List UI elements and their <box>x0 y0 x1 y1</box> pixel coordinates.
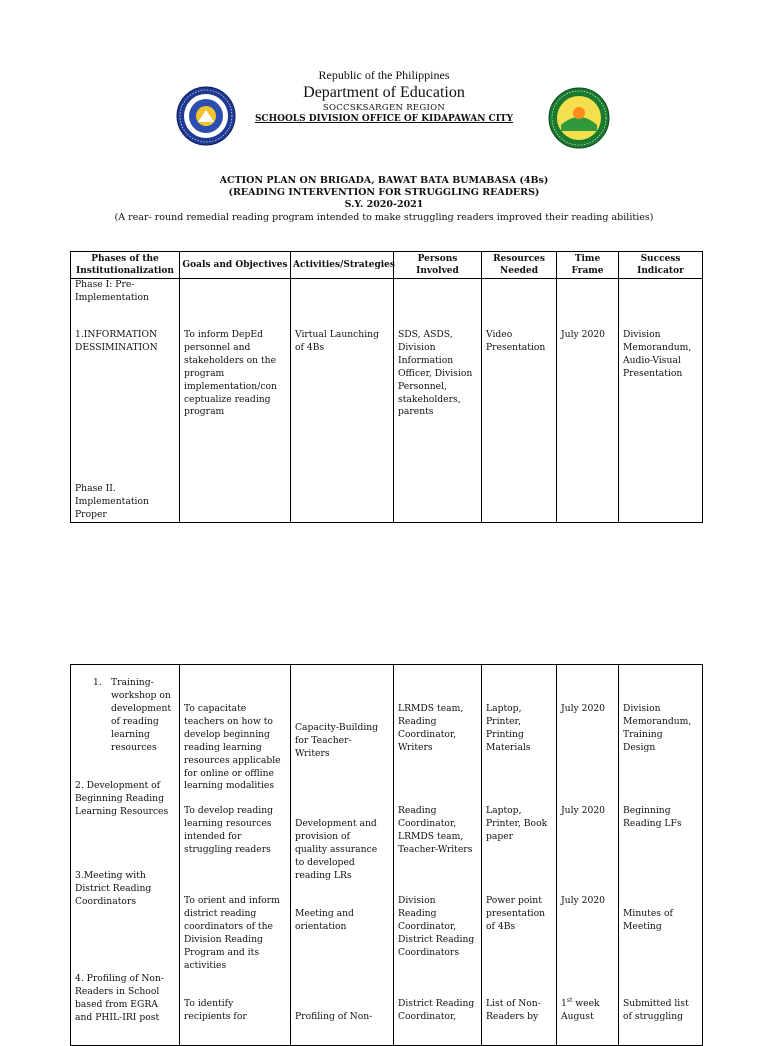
time-frame-text: July 2020 <box>561 329 606 340</box>
persons-text: Reading Coordinator, LRMDS team, Teacher-Writers <box>398 805 473 855</box>
document-subtitle: (READING INTERVENTION FOR STRUGGLING READERS) <box>228 187 540 198</box>
table-row <box>71 665 703 1046</box>
profiling-label: 4. Profiling of Non- Readers in School based from EGRA and PHIL-IRI post <box>75 973 164 1023</box>
training-workshop-label: Training- workshop on development of reading learning resources <box>111 677 172 753</box>
week-ordinal: st <box>566 996 573 1004</box>
header-resources: Resources Needed <box>482 252 557 279</box>
persons-text: Division Reading Coordinator, District Reading Coordinators <box>398 895 475 958</box>
header-goals: Goals and Objectives <box>180 252 291 279</box>
region-text: SOCCSKSARGEN REGION <box>322 103 446 113</box>
info-dissemination-label: 1.INFORMATION DESSIMINATION <box>75 329 158 353</box>
resources-text: Laptop, Printer, Book paper <box>486 805 548 842</box>
program-description: (A rear- round remedial reading program intended to make struggling readers improved their reading abilities) <box>114 212 654 223</box>
division-office-text: SCHOOLS DIVISION OFFICE OF KIDAPAWAN CITY <box>254 114 514 124</box>
phase-2-label: Phase II. Implementation Proper <box>75 483 149 520</box>
action-plan-table-1 <box>70 251 703 523</box>
header-activities: Activities/Strategies <box>291 252 394 279</box>
success-indicator-text: Minutes of Meeting <box>623 908 673 932</box>
action-plan-table-2 <box>70 664 703 1046</box>
goal-text: To develop reading learning resources intended for struggling readers <box>184 805 274 855</box>
header-persons: Persons Involved <box>394 252 482 279</box>
activity-text: Virtual Launching of 4Bs <box>295 329 379 353</box>
persons-text: SDS, ASDS, Division Information Officer, Division Personnel, stakeholders, parents <box>398 329 473 418</box>
goal-text: To orient and inform district reading coordinators of the Division Reading Program and its activities <box>184 895 280 971</box>
time-frame-text: July 2020 <box>561 703 606 714</box>
activity-text: Profiling of Non- <box>295 1011 373 1022</box>
school-year: S.Y. 2020-2021 <box>344 199 424 210</box>
development-lr-label: 2. Development of Beginning Reading Learning Resources <box>75 780 169 817</box>
time-frame-text: July 2020 <box>561 895 606 906</box>
success-indicator-text: Submitted list of struggling <box>623 998 689 1022</box>
table-header-row <box>71 252 703 279</box>
department-title: Department of Education <box>303 84 465 101</box>
persons-text: LRMDS team, Reading Coordinator, Writers <box>398 703 464 753</box>
month-text: August <box>561 1010 594 1022</box>
success-indicator-text: Division Memorandum, Audio-Visual Presentation <box>623 329 692 379</box>
goal-text: To identify recipients for <box>184 998 247 1022</box>
header-success-indicator: Success Indicator <box>619 252 703 279</box>
time-frame-text <box>561 998 614 1024</box>
persons-text: District Reading Coordinator, <box>398 998 475 1022</box>
resources-text: Video Presentation <box>486 329 546 353</box>
phase-1-label: Phase I: Pre- Implementation <box>75 279 149 303</box>
activity-text: Capacity-Building for Teacher- Writers <box>295 722 379 759</box>
week-number: 1 <box>561 998 567 1009</box>
goal-text: To capacitate teachers on how to develop beginning reading learning resources applicable for online or offline learning modalities <box>184 703 281 792</box>
republic-text: Republic of the Philippines <box>318 68 450 82</box>
item-1-number: 1. <box>93 677 102 688</box>
resources-text: List of Non- Readers by <box>486 998 541 1022</box>
resources-text: Laptop, Printer, Printing Materials <box>486 703 531 753</box>
activity-text: Meeting and orientation <box>295 908 354 932</box>
table-row <box>71 279 703 523</box>
week-word: week <box>572 998 600 1009</box>
time-frame-text: July 2020 <box>561 805 606 816</box>
success-indicator-text: Beginning Reading LFs <box>623 805 682 829</box>
header-phases: Phases of the Institutionalization <box>71 252 180 279</box>
meeting-coordinators-label: 3.Meeting with District Reading Coordinators <box>75 870 152 907</box>
goal-text: To inform DepEd personnel and stakeholders on the program implementation/con ceptualize reading program <box>184 329 277 418</box>
activity-text: Development and provision of quality assurance to developed reading LRs <box>295 818 378 881</box>
document-title: ACTION PLAN ON BRIGADA, BAWAT BATA BUMABASA (4Bs) <box>219 175 549 186</box>
resources-text: Power point presentation of 4Bs <box>486 895 546 932</box>
header-time-frame: Time Frame <box>557 252 619 279</box>
success-indicator-text: Division Memorandum, Training Design <box>623 703 692 753</box>
